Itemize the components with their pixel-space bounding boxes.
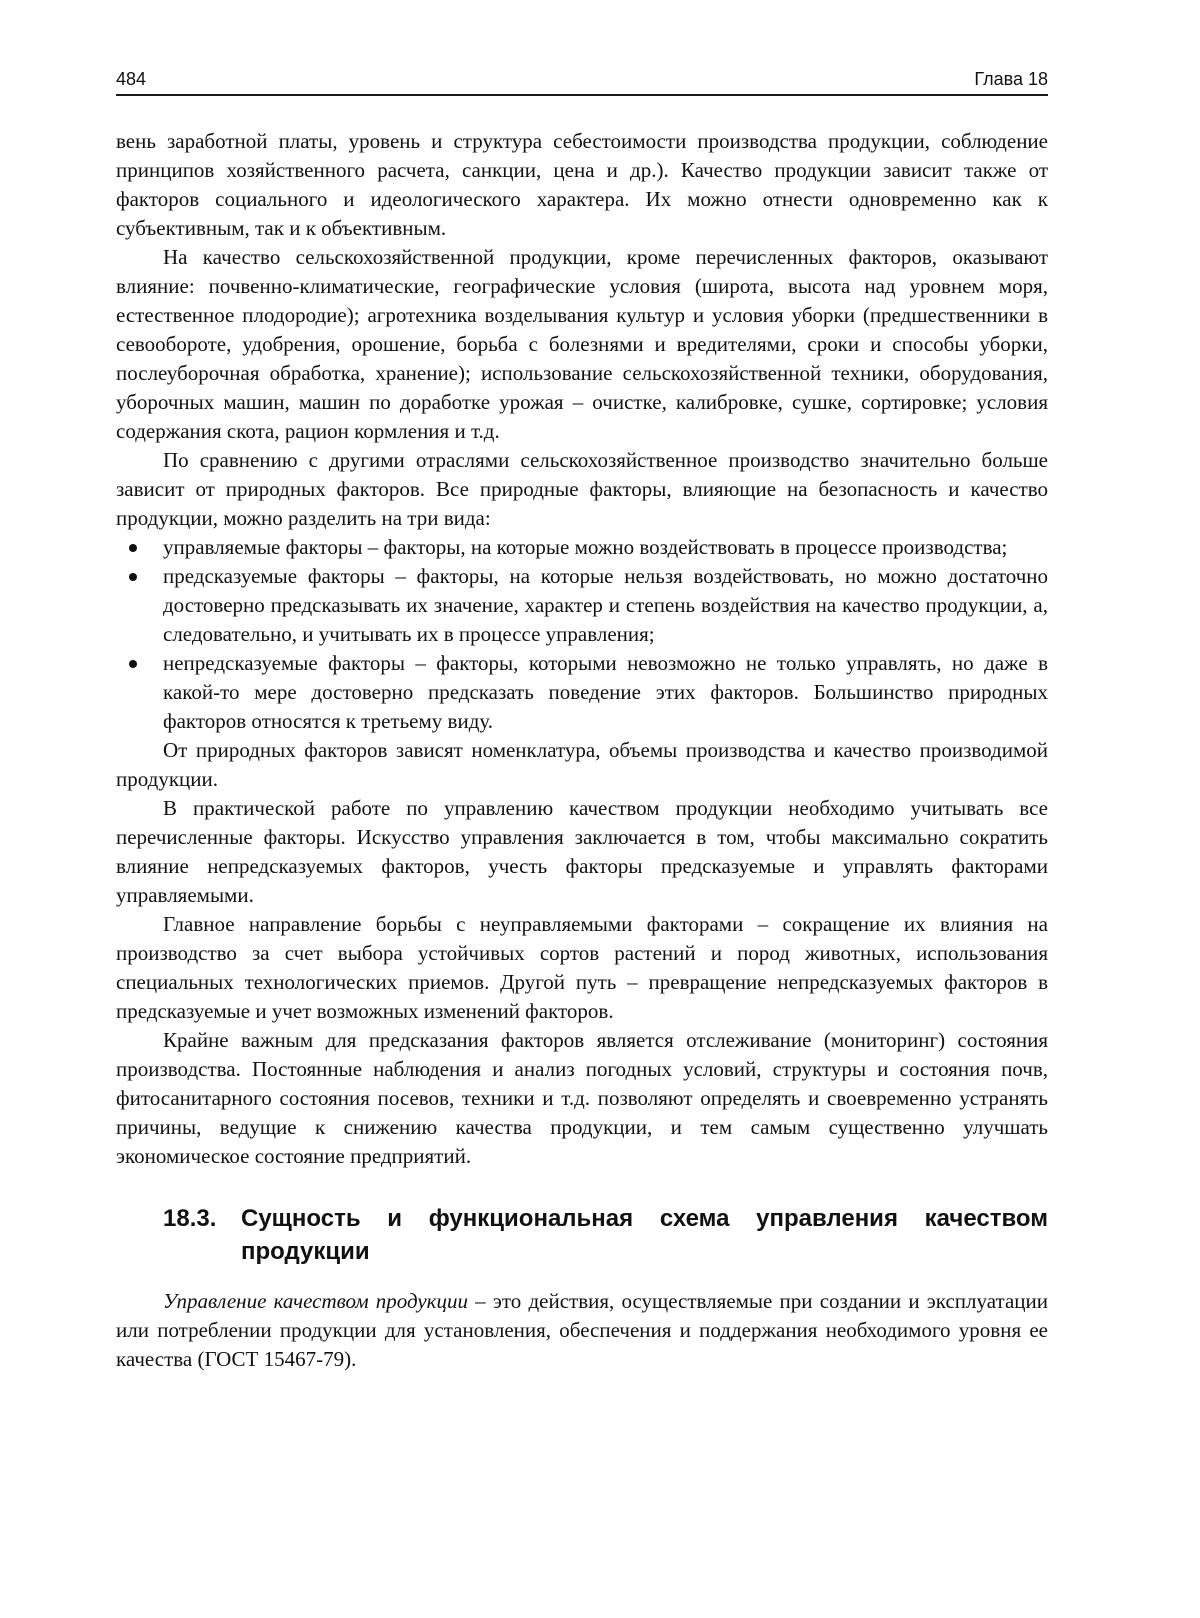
factor-types-list bbox=[116, 533, 1048, 736]
bullet-icon bbox=[129, 544, 137, 552]
running-head bbox=[116, 68, 1048, 96]
list-item bbox=[116, 649, 1048, 736]
chapter-label: Глава 18 bbox=[974, 69, 1048, 89]
section-number: 18.3. bbox=[163, 1205, 217, 1232]
list-item-text: предсказуемые факторы – факторы, на которые нельзя воздействовать, но можно достаточно достоверно предсказывать их значение, характер и степень воздействия на качество продукции, а, следовательно, и учитывать их в процессе управления; bbox=[163, 564, 1048, 646]
list-item bbox=[116, 533, 1048, 562]
definition-term: Управление качеством продукции bbox=[163, 1289, 468, 1313]
paragraph-practical-work: В практической работе по управлению качеством продукции необходимо учитывать все перечисленные факторы. Искусство управления заключается в том, чтобы максимально сократить влияние непредсказуемых факторов, учесть факторы предсказуемые и управлять факторами управляемыми. bbox=[116, 796, 1048, 907]
paragraph-natural-factors: По сравнению с другими отраслями сельскохозяйственное производство значительно больше зависит от природных факторов. Все природные факторы, влияющие на безопасность и качество продукции, можно разделить на три вида: bbox=[116, 448, 1048, 530]
list-item bbox=[116, 562, 1048, 649]
list-item-text: непредсказуемые факторы – факторы, которыми невозможно не только управлять, но даже в какой-то мере достоверно предсказать поведение этих факторов. Большинство природных факторов относятся к третьему виду. bbox=[163, 651, 1048, 733]
paragraph-definition bbox=[116, 1287, 1048, 1374]
section-heading bbox=[163, 1202, 1048, 1268]
paragraph-nomenclature: От природных факторов зависят номенклатура, объемы производства и качество производимой продукции. bbox=[116, 738, 1048, 791]
paragraph-agri-factors: На качество сельскохозяйственной продукции, кроме перечисленных факторов, оказывают влияние: почвенно-климатические, географические условия (широта, высота над уровнем моря, естественное плодородие); агротехника возделывания культур и условия уборки (предшественники в севообороте, удобрения, орошение, борьба с болезнями и вредителями, сроки и способы уборки, послеуборочная обработка, хранение); использование сельскохозяйственной техники, оборудования, уборочных машин, машин по доработке урожая – очистке, калибровке, сушке, сортировке; условия содержания скота, рацион кормления и т.д. bbox=[116, 245, 1048, 443]
list-item-text: управляемые факторы – факторы, на которые можно воздействовать в процессе производства; bbox=[163, 535, 1008, 559]
section-title: Сущность и функциональная схема управления качеством продукции bbox=[241, 1205, 1048, 1265]
page-number: 484 bbox=[116, 69, 147, 89]
paragraph-main-direction: Главное направление борьбы с неуправляемыми факторами – сокращение их влияния на производство за счет выбора устойчивых сортов растений и пород животных, использования специальных технологических приемов. Другой путь – превращение непредсказуемых факторов в предсказуемые и учет возможных изменений факторов. bbox=[116, 912, 1048, 1023]
body-text bbox=[116, 127, 1048, 1374]
bullet-icon bbox=[129, 573, 137, 581]
paragraph-continued: вень заработной платы, уровень и структура себестоимости производства продукции, соблюдение принципов хозяйственного расчета, санкции, цена и др.). Качество продукции зависит также от факторов социального и идеологического характера. Их можно отнести одновременно как к субъективным, так и к объективным. bbox=[116, 129, 1048, 240]
paragraph-monitoring: Крайне важным для предсказания факторов является отслеживание (мониторинг) состояния производства. Постоянные наблюдения и анализ погодных условий, структуры и состояния почв, фитосанитарного состояния посевов, техники и т.д. позволяют определять и своевременно устранять причины, ведущие к снижению качества продукции, и тем самым существенно улучшать экономическое состояние предприятий. bbox=[116, 1028, 1048, 1168]
bullet-icon bbox=[129, 660, 137, 668]
definition-text: – это действия, осуществляемые при создании и эксплуатации или потреблении продукции для установления, обеспечения и поддержания необходимого уровня ее качества (ГОСТ 15467-79). bbox=[116, 1289, 1048, 1371]
